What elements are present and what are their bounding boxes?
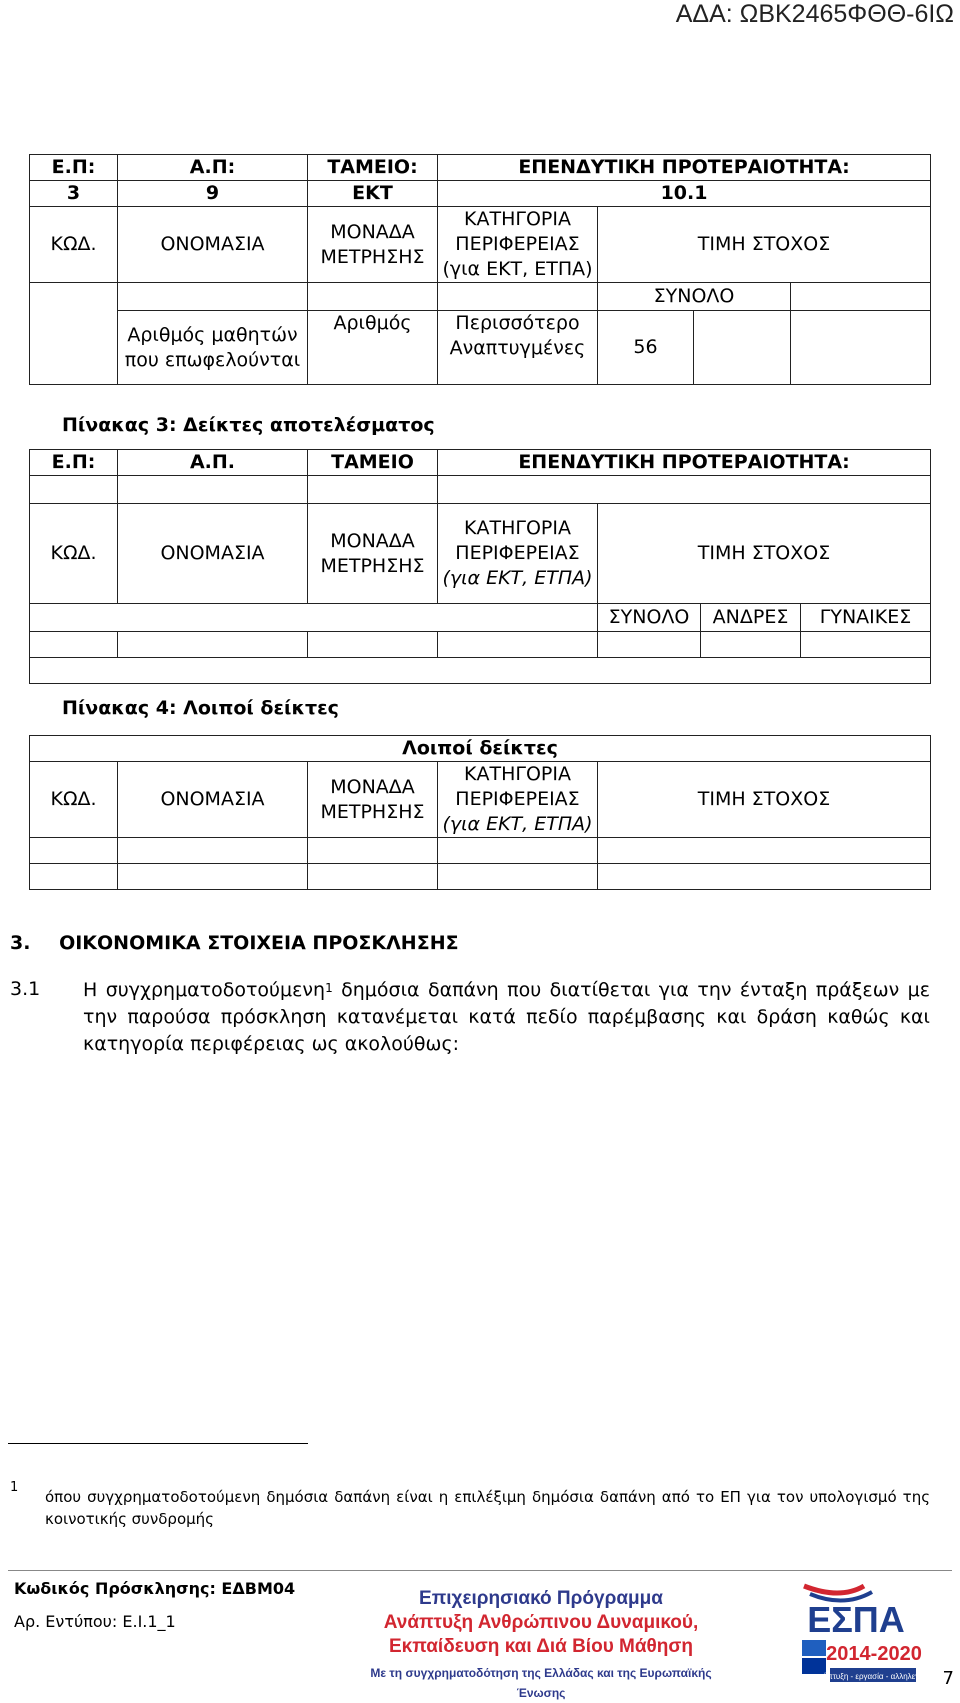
katigoria-line1: ΚΑΤΗΓΟΡΙΑ ΠΕΡΙΦΕΡΕΙΑΣ [455,208,580,255]
col-katigoria [438,504,598,604]
op-line-3: Εκπαίδευση και Διά Βίου Μάθηση [388,1636,694,1657]
ep-label: Ε.Π: [30,450,118,476]
priority-label: ΕΠΕΝΔΥΤΙΚΗ ΠΡΟΤΕΡΑΙΟΤΗΤΑ: [438,155,931,181]
ep-label: Ε.Π: [30,155,118,181]
footnote-ref: 1 [325,981,333,995]
katigoria-line1: ΚΑΤΗΓΟΡΙΑ ΠΕΡΙΦΕΡΕΙΑΣ [455,763,580,810]
ap-label: Α.Π: [118,155,308,181]
col-onomasia: ΟΝΟΜΑΣΙΑ [118,762,308,838]
col-onomasia: ΟΝΟΜΑΣΙΑ [118,207,308,283]
espa-years: 2014-2020 [826,1643,922,1665]
ap-value: 9 [118,181,308,207]
espa-slogan: ανάπτυξη - εργασία - αλληλεγγύη [813,1672,933,1681]
col-monada: ΜΟΝΑΔΑ ΜΕΤΡΗΣΗΣ [308,504,438,604]
section-title: ΟΙΚΟΝΟΜΙΚΑ ΣΤΟΙΧΕΙΑ ΠΡΟΣΚΛΗΣΗΣ [59,932,459,954]
indicator-unit: Αριθμός [308,311,438,385]
col-timi-stoxos: ΤΙΜΗ ΣΤΟΧΟΣ [598,762,931,838]
col-synolo: ΣΥΝΟΛΟ [598,283,791,311]
col-synolo: ΣΥΝΟΛΟ [598,604,701,632]
col-katigoria [438,207,598,283]
indicator-category: Περισσότερο Αναπτυγμένες [438,311,598,385]
espa-logo-graphic [800,1580,933,1692]
ep-value: 3 [30,181,118,207]
paragraph-number: 3.1 [10,978,41,1000]
operational-programme-logo [356,1587,726,1703]
col-monada: ΜΟΝΑΔΑ ΜΕΤΡΗΣΗΣ [308,207,438,283]
col-gynaikes: ΓΥΝΑΙΚΕΣ [801,604,931,632]
col-timi-stoxos: ΤΙΜΗ ΣΤΟΧΟΣ [598,207,931,283]
op-line-1: Επιχειρησιακό Πρόγραμμα [419,1588,663,1609]
section-number: 3. [10,932,31,954]
col-kod: ΚΩΔ. [30,504,118,604]
indicators-table-4 [29,735,931,890]
form-number: Αρ. Εντύπου: Ε.Ι.1_1 [14,1612,176,1631]
indicator-name: Αριθμός μαθητών που επωφελούνται [118,311,308,385]
paragraph-text-start: Η συγχρηματοδοτούμενη [83,979,326,1001]
call-code: Κωδικός Πρόσκλησης: ΕΔΒΜ04 [14,1579,296,1598]
espa-logo [800,1580,933,1692]
priority-label: ΕΠΕΝΔΥΤΙΚΗ ΠΡΟΤΕΡΑΙΟΤΗΤΑ: [438,450,931,476]
col-kod: ΚΩΔ. [30,762,118,838]
footnote-number: 1 [10,1480,19,1495]
greek-flag-icon [802,1640,826,1656]
tameio-label: ΤΑΜΕΙΟ: [308,155,438,181]
op-line-4: Με τη συγχρηματοδότηση της Ελλάδας και της Ευρωπαϊκής Ένωσης [370,1666,712,1700]
col-katigoria [438,762,598,838]
col-andres: ΑΝΔΡΕΣ [701,604,801,632]
col-onomasia: ΟΝΟΜΑΣΙΑ [118,504,308,604]
paragraph-3-1 [83,977,930,1058]
footer-separator [8,1570,952,1571]
col-kod: ΚΩΔ. [30,207,118,283]
table4-title: Λοιποί δείκτες [30,736,931,762]
col-timi-stoxos: ΤΙΜΗ ΣΤΟΧΟΣ [598,504,931,604]
katigoria-line2: (για ΕΚΤ, ΕΤΠΑ) [442,258,593,280]
table3-caption: Πίνακας 3: Δείκτες αποτελέσματος [62,414,435,436]
col-monada: ΜΟΝΑΔΑ ΜΕΤΡΗΣΗΣ [308,762,438,838]
footnote-separator [8,1443,308,1444]
table4-caption: Πίνακας 4: Λοιποί δείκτες [62,697,339,719]
priority-value: 10.1 [438,181,931,207]
indicator-value: 56 [598,311,694,385]
indicators-table-2 [29,154,931,385]
section-heading [10,932,459,954]
ada-code: ΑΔΑ: ΩΒΚ2465ΦΘΘ-6ΙΩ [675,0,954,28]
tameio-value: ΕΚΤ [308,181,438,207]
indicators-table-3 [29,449,931,684]
footnote-text: όπου συγχρηματοδοτούμενη δημόσια δαπάνη είναι η επιλέξιμη δημόσια δαπάνη από το ΕΠ για τον υπολογισμό της κοινοτικής συνδρομής [45,1488,930,1528]
tameio-label: ΤΑΜΕΙΟ [308,450,438,476]
ap-label: Α.Π. [118,450,308,476]
katigoria-line2: (για ΕΚΤ, ΕΤΠΑ) [442,813,593,835]
paragraph-text-rest: δημόσια δαπάνη που διατίθεται για την ένταξη πράξεων με την παρούσα πρόσκληση κατανέμεται κατά πεδίο παρέμβασης και δράση καθώς και κατηγορία περιφέρειας ως ακολούθως: [83,979,930,1055]
katigoria-line2: (για ΕΚΤ, ΕΤΠΑ) [442,567,593,589]
op-line-2: Ανάπτυξη Ανθρώπινου Δυναμικού, [383,1612,699,1633]
espa-swoosh-red [804,1586,864,1593]
page-number: 7 [942,1668,954,1689]
espa-title: ΕΣΠΑ [807,1599,905,1640]
katigoria-line1: ΚΑΤΗΓΟΡΙΑ ΠΕΡΙΦΕΡΕΙΑΣ [455,517,580,564]
